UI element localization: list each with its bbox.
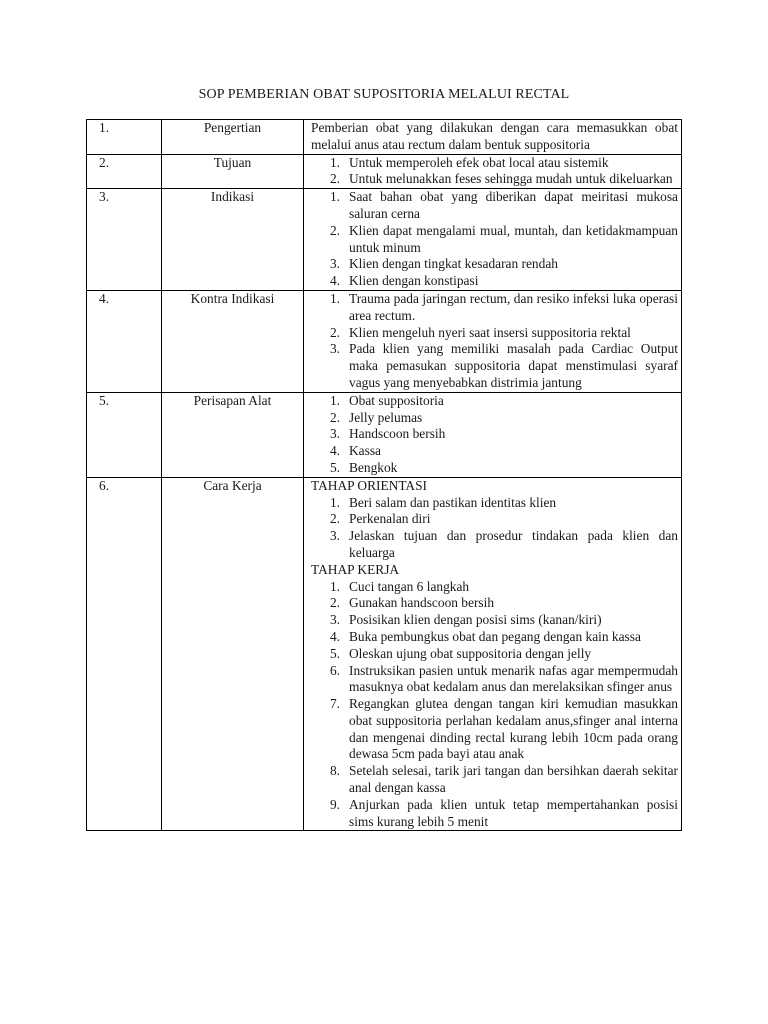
- list-item: [311, 629, 678, 646]
- list-item: [311, 189, 678, 223]
- list-item: [311, 443, 678, 460]
- row-label: Pengertian: [162, 120, 304, 155]
- list-item-text: Anjurkan pada klien untuk tetap mempertahankan posisi sims kurang lebih 5 menit: [349, 796, 678, 829]
- list-item-text: Oleskan ujung obat suppositoria dengan jelly: [349, 645, 592, 661]
- list-item-number: 2.: [329, 595, 340, 611]
- row-number: 5.: [87, 392, 162, 477]
- list-item: [311, 460, 678, 477]
- row-content: [304, 477, 682, 831]
- list-item: [311, 171, 678, 188]
- numbered-list: [311, 495, 678, 562]
- list-item-number: 2.: [329, 171, 340, 187]
- row-label: Kontra Indikasi: [162, 290, 304, 392]
- numbered-list: [311, 291, 678, 392]
- list-item-text: Klien dapat mengalami mual, muntah, dan ketidakmampuan untuk minum: [349, 222, 678, 255]
- section-heading: TAHAP ORIENTASI: [311, 477, 428, 493]
- list-item-number: 1.: [329, 154, 340, 170]
- list-item: [311, 223, 678, 257]
- list-item: [311, 291, 678, 325]
- list-item: [311, 393, 678, 410]
- table-row: [87, 120, 682, 155]
- row-label: Cara Kerja: [162, 477, 304, 831]
- list-item: [311, 763, 678, 797]
- list-item: [311, 273, 678, 290]
- list-item: [311, 612, 678, 629]
- list-item-text: Beri salam dan pastikan identitas klien: [349, 494, 557, 510]
- list-item-number: 8.: [329, 763, 340, 779]
- list-item-number: 6.: [329, 662, 340, 678]
- list-item-number: 4.: [329, 273, 340, 289]
- row-description: Pemberian obat yang dilakukan dengan cara memasukkan obat melalui anus atau rectum dalam bentuk suppositoria: [311, 120, 678, 152]
- numbered-list: [311, 579, 678, 831]
- list-item-text: Cuci tangan 6 langkah: [349, 578, 470, 594]
- row-number: 1.: [87, 120, 162, 155]
- list-item-text: Kassa: [349, 443, 381, 459]
- numbered-list: [311, 189, 678, 290]
- row-content: [304, 120, 682, 155]
- list-item-text: Jelaskan tujuan dan prosedur tindakan pada klien dan keluarga: [349, 528, 678, 560]
- row-number: 6.: [87, 477, 162, 831]
- list-item-number: 5.: [329, 645, 340, 661]
- list-item-text: Klien mengeluh nyeri saat insersi suppositoria rektal: [349, 324, 631, 340]
- row-content: [304, 189, 682, 291]
- list-item-number: 2.: [329, 324, 340, 340]
- list-item: [311, 155, 678, 172]
- list-item-text: Posisikan klien dengan posisi sims (kanan/kiri): [349, 612, 602, 628]
- list-item: [311, 646, 678, 663]
- list-item: [311, 325, 678, 342]
- list-item: [311, 410, 678, 427]
- list-item-number: 3.: [329, 256, 340, 272]
- document-title: SOP PEMBERIAN OBAT SUPOSITORIA MELALUI RECTAL: [198, 87, 570, 102]
- list-item: [311, 426, 678, 443]
- list-item: [311, 341, 678, 391]
- list-item-text: Bengkok: [349, 459, 398, 475]
- list-item: [311, 256, 678, 273]
- list-item: [311, 511, 678, 528]
- list-item-number: 2.: [329, 409, 340, 425]
- table-row: [87, 477, 682, 831]
- numbered-list: [311, 155, 678, 189]
- list-item-text: Pada klien yang memiliki masalah pada Cardiac Output maka pemasukan suppositoria dapat menstimulasi syaraf vagus yang menyebabkan distrimia jantung: [349, 341, 678, 390]
- list-item-number: 3.: [329, 426, 340, 442]
- table-row: [87, 154, 682, 189]
- list-item: [311, 797, 678, 831]
- row-number: 4.: [87, 290, 162, 392]
- list-item-text: Klien dengan tingkat kesadaran rendah: [349, 256, 558, 272]
- list-item-text: Handscoon bersih: [349, 426, 446, 442]
- list-item-number: 1.: [329, 392, 340, 408]
- list-item: [311, 595, 678, 612]
- list-item-text: Setelah selesai, tarik jari tangan dan bersihkan daerah sekitar anal dengan kassa: [349, 763, 678, 796]
- list-item: [311, 528, 678, 562]
- list-item-number: 9.: [329, 796, 340, 812]
- list-item: [311, 579, 678, 596]
- list-item-number: 4.: [329, 628, 340, 644]
- row-label: Perisapan Alat: [162, 392, 304, 477]
- row-content: [304, 154, 682, 189]
- list-item-text: Saat bahan obat yang diberikan dapat meiritasi mukosa saluran cerna: [349, 189, 678, 221]
- row-content: [304, 290, 682, 392]
- list-item-number: 3.: [329, 528, 340, 544]
- row-number: 3.: [87, 189, 162, 291]
- sop-table-body: [87, 120, 682, 831]
- list-item-text: Buka pembungkus obat dan pegang dengan kain kassa: [349, 628, 641, 644]
- list-item-text: Untuk memperoleh efek obat local atau sistemik: [349, 154, 609, 170]
- list-item-number: 4.: [329, 443, 340, 459]
- sop-table: [86, 119, 682, 831]
- row-label: Tujuan: [162, 154, 304, 189]
- list-item-number: 2.: [329, 222, 340, 238]
- row-number: 2.: [87, 154, 162, 189]
- table-row: [87, 290, 682, 392]
- list-item-text: Untuk melunakkan feses sehingga mudah untuk dikeluarkan: [349, 171, 673, 187]
- list-item: [311, 663, 678, 697]
- list-item-number: 2.: [329, 511, 340, 527]
- table-row: [87, 392, 682, 477]
- section-heading: TAHAP KERJA: [311, 561, 400, 577]
- list-item-text: Gunakan handscoon bersih: [349, 595, 495, 611]
- list-item-number: 7.: [329, 696, 340, 712]
- row-label: Indikasi: [162, 189, 304, 291]
- list-item-number: 1.: [329, 578, 340, 594]
- list-item-text: Perkenalan diri: [349, 511, 431, 527]
- list-item-text: Trauma pada jaringan rectum, dan resiko infeksi luka operasi area rectum.: [349, 290, 678, 323]
- list-item-text: Obat suppositoria: [349, 392, 444, 408]
- list-item-number: 3.: [329, 612, 340, 628]
- list-item-number: 5.: [329, 459, 340, 475]
- list-item: [311, 696, 678, 763]
- list-item-text: Instruksikan pasien untuk menarik nafas agar mempermudah masuknya obat kedalam anus dan merelaksikan sfinger anus: [349, 662, 678, 695]
- list-item-number: 3.: [329, 341, 340, 357]
- numbered-list: [311, 393, 678, 477]
- list-item-text: Regangkan glutea dengan tangan kiri kemudian masukkan obat suppositoria perlahan kedalam anus,sfinger anal interna dan mengenai dinding rectal kurang lebih 10cm pada orang dewasa 5cm pada bayi atau anak: [349, 696, 678, 762]
- list-item-number: 1.: [329, 189, 340, 205]
- list-item: [311, 495, 678, 512]
- list-item-text: Jelly pelumas: [349, 409, 423, 425]
- list-item-number: 1.: [329, 494, 340, 510]
- row-content: [304, 392, 682, 477]
- list-item-text: Klien dengan konstipasi: [349, 273, 479, 289]
- table-row: [87, 189, 682, 291]
- list-item-number: 1.: [329, 290, 340, 306]
